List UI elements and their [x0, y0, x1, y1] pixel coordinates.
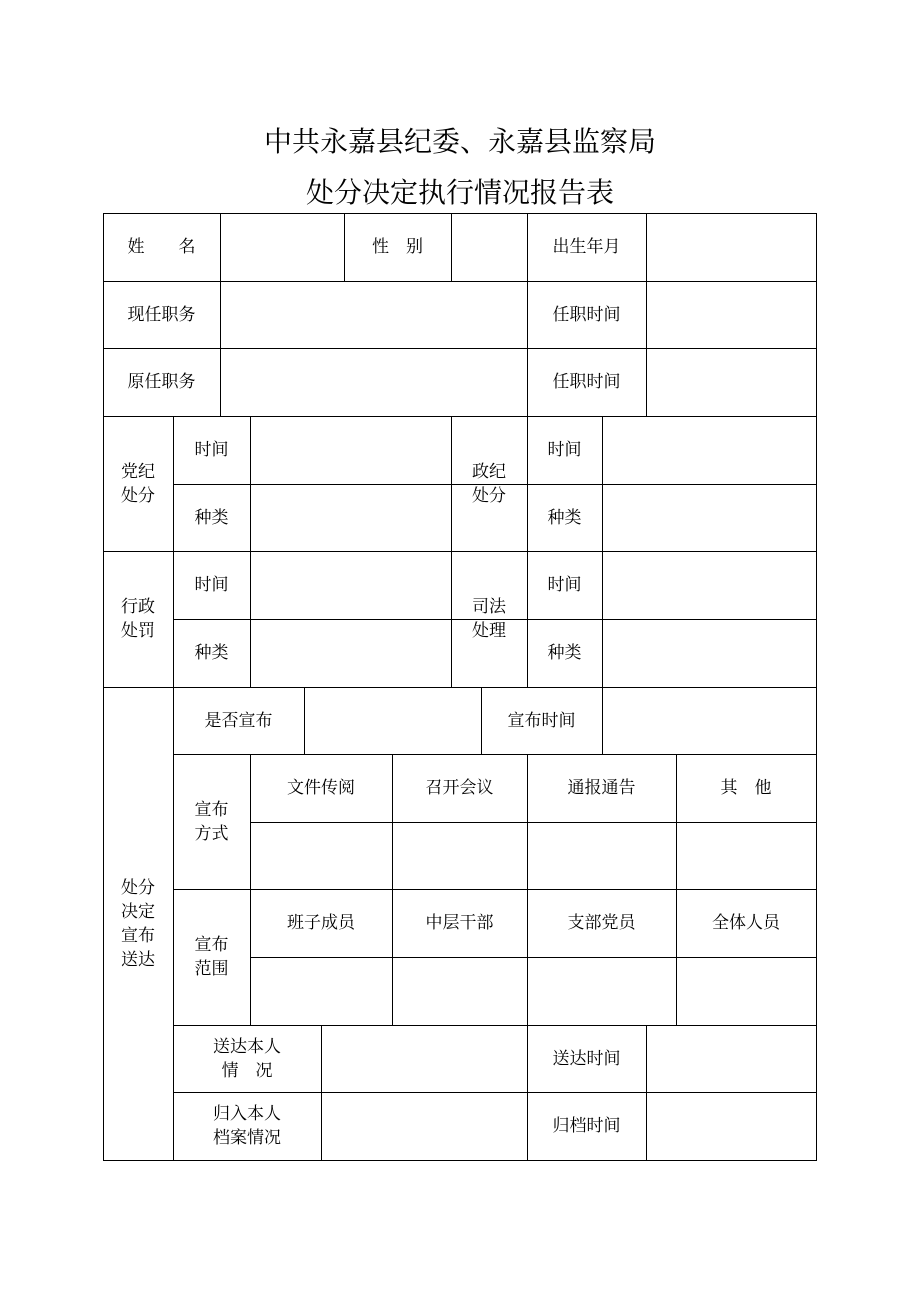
label-method-file: 文件传阅 [287, 778, 355, 798]
title-line-2: 处分决定执行情况报告表 [305, 176, 614, 209]
label-delivery-time: 送达时间 [552, 1048, 621, 1069]
label-announce-time: 宣布时间 [507, 710, 576, 731]
field-current-post[interactable] [220, 281, 527, 348]
field-archive-time[interactable] [646, 1092, 816, 1160]
label-judicial-kind: 种类 [547, 643, 582, 663]
field-current-post-time[interactable] [646, 281, 816, 348]
label-govt-discipline: 政纪 处分 [472, 461, 506, 506]
label-announced: 是否宣布 [204, 710, 273, 731]
label-method-meeting: 召开会议 [425, 778, 494, 798]
label-birth: 出生年月 [552, 237, 621, 257]
label-former-post: 原任职务 [127, 372, 196, 392]
field-birth[interactable] [646, 213, 816, 281]
field-announce-time[interactable] [602, 687, 816, 754]
label-method-other: 其 他 [720, 778, 772, 798]
label-admin-time: 时间 [194, 575, 229, 595]
field-former-post[interactable] [220, 348, 527, 416]
label-govt-kind: 种类 [547, 507, 582, 528]
label-archived: 归入本人 档案情况 [213, 1104, 281, 1148]
label-current-post: 现任职务 [127, 304, 196, 325]
label-govt-time: 时间 [547, 440, 582, 460]
label-judicial: 司法 处理 [472, 597, 506, 641]
label-party-discipline: 党纪 处分 [121, 461, 155, 506]
label-delivered: 送达本人 情 况 [213, 1036, 281, 1081]
label-scope-leaders: 班子成员 [287, 913, 355, 933]
label-scope-all: 全体人员 [712, 913, 780, 933]
label-gender: 性 别 [372, 237, 423, 257]
label-decision-announce: 处分 决定 宣布 送达 [121, 877, 155, 970]
label-admin-kind: 种类 [194, 643, 229, 663]
label-scope-members: 支部党员 [567, 913, 636, 933]
label-scope-middle: 中层干部 [425, 913, 494, 933]
label-former-post-time: 任职时间 [552, 372, 621, 392]
field-archived[interactable] [321, 1092, 527, 1160]
label-name: 姓 名 [127, 237, 196, 257]
field-former-post-time[interactable] [646, 348, 816, 416]
label-party-kind: 种类 [194, 507, 229, 528]
field-delivered[interactable] [321, 1025, 527, 1092]
field-announced[interactable] [304, 687, 481, 754]
label-judicial-time: 时间 [547, 575, 582, 595]
title-line-1: 中共永嘉县纪委、永嘉县监察局 [263, 125, 656, 158]
label-party-time: 时间 [194, 440, 229, 460]
label-announce-scope: 宣布 范围 [194, 935, 229, 979]
field-delivery-time[interactable] [646, 1025, 816, 1092]
label-method-notice: 通报通告 [567, 778, 636, 798]
label-admin-penalty: 行政 处罚 [121, 597, 155, 641]
field-name[interactable] [220, 213, 344, 281]
field-gender[interactable] [451, 213, 527, 281]
label-archive-time: 归档时间 [552, 1116, 621, 1136]
label-current-post-time: 任职时间 [552, 304, 621, 325]
label-announce-method: 宣布 方式 [194, 799, 229, 844]
